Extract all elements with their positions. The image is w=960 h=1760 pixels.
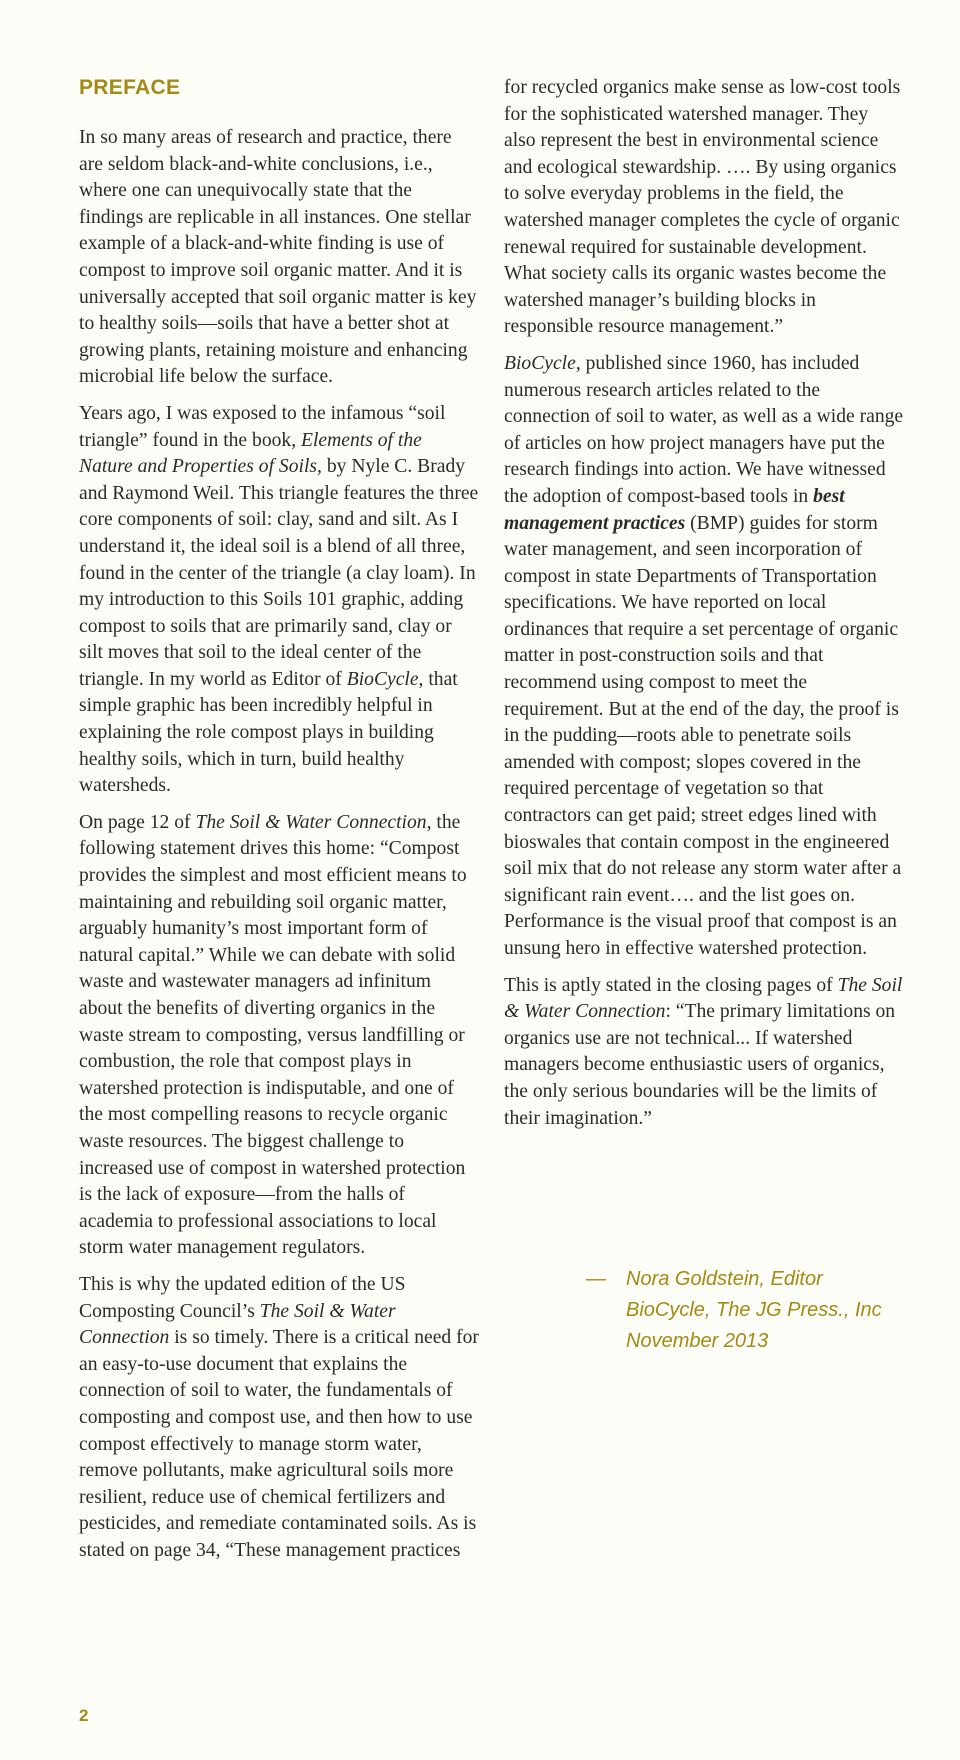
signature-block bbox=[586, 1264, 882, 1357]
text-run: This is why the updated edition of the US Composting Council’s bbox=[79, 1273, 406, 1322]
signature-date: November 2013 bbox=[626, 1330, 769, 1352]
text-run: This is aptly stated in the closing pages of bbox=[504, 974, 838, 996]
paragraph-intro: In so many areas of research and practice, there are seldom black-and-white conclusions, i.e., where one can unequivocally state that the findings are replicable in all instances. One stellar example of a black-and-white finding is use of compost to improve soil organic matter. And it is universally accepted that soil organic matter is key to healthy soils—soils that have a better shot at growing plants, retaining moisture and enhancing microbial life below the surface. bbox=[79, 127, 477, 388]
signature-dash: — bbox=[586, 1268, 606, 1290]
section-heading: PREFACE bbox=[79, 76, 181, 99]
text-run: , published since 1960, has included numerous research articles related to the connection of soil to water, as well as a wide range of articles on how project managers have put the research findings into action. We have witnessed the adoption of compost-based tools in bbox=[504, 352, 904, 507]
text-run: by Nyle C. Brady and Raymond Weil. This triangle features the three core components of soil: clay, sand and silt. As I understand it, the ideal soil is a blend of all three, found in the center of the triangle (a clay loam). In my introduction to this Soils 101 graphic, adding compost to soils that are primarily sand, clay or silt moves that soil to the ideal center of the triangle. In my world as Editor of bbox=[79, 456, 479, 690]
magazine-title: BioCycle bbox=[504, 352, 576, 374]
text-run: , that simple graphic has been incredibly helpful in explaining the role compost plays in building healthy soils, which in turn, build healthy watersheds. bbox=[79, 668, 458, 797]
paragraph-biocycle bbox=[504, 351, 904, 963]
text-run: : “The primary limitations on organics use are not technical... If watershed managers become enthusiastic users of organics, the only serious boundaries will be the limits of their imagination.” bbox=[504, 1001, 896, 1129]
text-run: On page 12 of bbox=[79, 811, 196, 833]
signature-organization: BioCycle, The JG Press., Inc bbox=[626, 1299, 882, 1321]
bmp-term: best management practices bbox=[504, 485, 845, 534]
text-run: Years ago, I was exposed to the infamous “soil triangle” found in the book, bbox=[79, 402, 446, 451]
paragraph-soil-triangle bbox=[79, 401, 479, 800]
magazine-title: BioCycle bbox=[346, 668, 419, 690]
right-column bbox=[504, 75, 904, 1142]
text-run: the following statement drives this home: “Compost provides the simplest and most efficient means to maintaining and rebuilding soil organic matter, arguably humanity’s most important form of natural capital.” While we can debate with solid waste and wastewater managers ad infinitum about the benefits of diverting organics in the waste stream to composting, versus landfilling or combustion, the role that compost plays in watershed protection is indisputable, and one of the most compelling reasons to recycle organic waste resources. The biggest challenge to increased use of compost in watershed protection is the lack of exposure—from the halls of academia to professional associations to local storm water management regulators. bbox=[79, 811, 467, 1259]
book-title: The Soil & Water Connection bbox=[79, 1300, 396, 1349]
page-number: 2 bbox=[79, 1706, 89, 1725]
signature-name: Nora Goldstein, Editor bbox=[626, 1268, 823, 1290]
left-column bbox=[79, 125, 479, 1574]
paragraph-closing bbox=[504, 973, 904, 1133]
text-run: (BMP) guides for storm water management, and seen incorporation of compost in state Departments of Transportation specifications. We have reported on local ordinances that require a set percentage of organic matter in post-construction soils and that recommend using compost to meet the requirement. But at the end of the day, the proof is in the pudding—roots able to penetrate soils amended with compost; slopes covered in the required percentage of vegetation so that contractors can get paid; street edges lined with bioswales that contain compost in the engineered soil mix that do not release any storm water after a significant rain event…. and the list goes on. Performance is the visual proof that compost is an unsung hero in effective watershed protection. bbox=[504, 512, 902, 959]
text-run: is so timely. There is a critical need for an easy-to-use document that explains the connection of soil to water, the fundamentals of composting and compost use, and then how to use compost effectively to manage storm water, remove pollutants, make agricultural soils more resilient, reduce use of chemical fertilizers and pesticides, and remediate contaminated soils. As is stated on page 34, “These management practices bbox=[79, 1327, 479, 1561]
paragraph-quote-continued: for recycled organics make sense as low-cost tools for the sophisticated watershed manager. They also represent the best in environmental science and ecological stewardship. …. By using organics to solve everyday problems in the field, the watershed manager completes the cycle of organic renewal required for sustainable development. What society calls its organic wastes become the watershed manager’s building blocks in responsible resource management.” bbox=[504, 77, 901, 338]
book-title: Elements of the Nature and Properties of Soils, bbox=[79, 429, 422, 478]
book-title: The Soil & Water Connection bbox=[504, 974, 903, 1023]
paragraph-page-12 bbox=[79, 810, 479, 1262]
book-title: The Soil & Water Connection, bbox=[195, 811, 432, 833]
paragraph-updated-edition bbox=[79, 1272, 479, 1565]
